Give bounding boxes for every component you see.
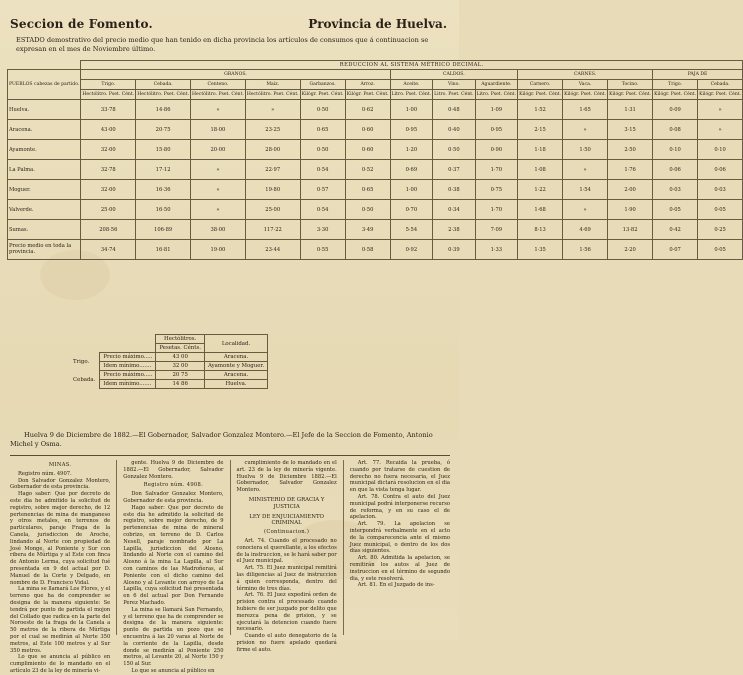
summary-header-unit: Hectólitros. bbox=[156, 335, 205, 344]
price-cell: 32·00 bbox=[81, 180, 136, 200]
subgroup-unit: Kilógr. Pset. Cént. bbox=[300, 90, 345, 100]
price-cell: 1·90 bbox=[608, 200, 653, 220]
summary-value: 20 75 bbox=[156, 371, 205, 380]
price-cell: 23·25 bbox=[245, 120, 300, 140]
price-cell: 1·00 bbox=[390, 180, 432, 200]
price-cell: 1·35 bbox=[518, 240, 563, 260]
price-cell: 0·50 bbox=[433, 140, 475, 160]
price-cell: 0·70 bbox=[390, 200, 432, 220]
paragraph: Art. 76. El Juez expedirá orden de prision contra el procesado cuando hubiere de ser juzgado por delito que merezca pena de prision, y se ejecutará la detencion cuando fuere necesario. bbox=[236, 592, 337, 633]
price-cell: 0·95 bbox=[475, 120, 517, 140]
price-cell: 0·92 bbox=[390, 240, 432, 260]
signature-paragraph: Huelva 9 de Diciembre de 1882.—El Gobernador, Salvador Gonzalez Montero.—El Jefe de la Seccion de Fomento, Antonio Michel y Osma. bbox=[10, 431, 433, 448]
price-cell: 1·56 bbox=[563, 240, 608, 260]
section-title: Seccion de Fomento. bbox=[10, 17, 153, 31]
price-cell: » bbox=[698, 120, 743, 140]
price-cell: 106·89 bbox=[136, 220, 191, 240]
table-row bbox=[8, 200, 743, 220]
subgroup-unit: Hectólitro. Pset. Cént. bbox=[245, 90, 300, 100]
price-cell: 0·08 bbox=[653, 120, 698, 140]
subgroup-name: Trigo. bbox=[653, 80, 698, 90]
price-cell: 15·80 bbox=[136, 140, 191, 160]
table-row bbox=[8, 240, 743, 260]
price-cell: 4·69 bbox=[563, 220, 608, 240]
price-cell: 0·62 bbox=[345, 100, 390, 120]
paragraph: Cuando el auto denegatorio de la prision no fuere apelado quedará firme el auto. bbox=[236, 633, 337, 653]
price-cell: » bbox=[191, 200, 246, 220]
price-cell: 0·05 bbox=[698, 240, 743, 260]
price-cell: 14·86 bbox=[136, 100, 191, 120]
province-title: Provincia de Huelva. bbox=[308, 17, 447, 31]
subgroup-unit: Kilógr. Pset. Cént. bbox=[563, 90, 608, 100]
table-row bbox=[8, 160, 743, 180]
table-subtitle: ESTADO demostrativo del precio medio que han tenido en dicha provincia los artículos de consumos que á continuacion se expresan en el mes de Noviembre último. bbox=[16, 36, 429, 53]
column-separator bbox=[230, 460, 231, 635]
price-cell: 28·00 bbox=[245, 140, 300, 160]
subgroup-unit: Hectólitro. Pset. Cént. bbox=[136, 90, 191, 100]
price-cell: 0·10 bbox=[653, 140, 698, 160]
paragraph: Art. 74. Cuando el procesado no conociera el querellante, a los efectos de la instruccion, se le hará saber por el Juez municipal. bbox=[236, 537, 337, 565]
price-cell: » bbox=[245, 100, 300, 120]
price-cell: » bbox=[563, 200, 608, 220]
summary-place: Aracena. bbox=[204, 371, 267, 380]
summary-value: 14 86 bbox=[156, 380, 205, 389]
subgroup-name: Trigo. bbox=[81, 80, 136, 90]
price-cell: 0·55 bbox=[300, 240, 345, 260]
price-cell: 25·00 bbox=[81, 200, 136, 220]
price-cell: 20·75 bbox=[136, 120, 191, 140]
subgroup-unit: Kilógr. Pset. Cént. bbox=[653, 90, 698, 100]
paragraph: Hago saber: Que por decreto de este dia he admitido la solicitud de registro, sobre mejor derecho, de 9 pertenencias de mina de mineral cobrizo, en terreno de D. Carlos Nesell, paraje nombrado por La Lapilla, jurisdiccion del Alosno, lindando al Norte con el camino del Alosno á la mina La Lapilla, al Sur con caminos de las Madroñeras, al Poniente con el dicho camino del Alosno y al Levante con arroyo de La Lapilla, cuya solicitud fué presentada en 6 del actual por Don Fernando Perez Machado. bbox=[123, 504, 224, 606]
summary-header-money: Pesetas. Cénts. bbox=[156, 344, 205, 353]
price-cell: 0·09 bbox=[653, 100, 698, 120]
price-cell: 16·50 bbox=[136, 200, 191, 220]
price-cell: 0·69 bbox=[390, 160, 432, 180]
price-cell: 17·12 bbox=[136, 160, 191, 180]
price-cell: 7·09 bbox=[475, 220, 517, 240]
section-heading: (Continuacion.) bbox=[264, 529, 310, 536]
price-cell: 13·82 bbox=[608, 220, 653, 240]
price-cell: 19·00 bbox=[191, 240, 246, 260]
price-cell: 0·54 bbox=[300, 160, 345, 180]
price-cell: 1·00 bbox=[390, 100, 432, 120]
group-header: GRANOS. bbox=[81, 70, 390, 80]
price-cell: 1·54 bbox=[563, 180, 608, 200]
price-cell: 2·50 bbox=[608, 140, 653, 160]
price-cell: 1·70 bbox=[475, 200, 517, 220]
price-cell: 1·18 bbox=[518, 140, 563, 160]
group-header: CARNES. bbox=[518, 70, 653, 80]
price-cell: 0·05 bbox=[698, 200, 743, 220]
summary-label: Precio máximo..... bbox=[100, 371, 156, 380]
subgroup-name: Tocino. bbox=[608, 80, 653, 90]
price-cell: » bbox=[698, 100, 743, 120]
paragraph: Lo que se anuncia al público en bbox=[131, 667, 215, 674]
price-cell: 3·30 bbox=[300, 220, 345, 240]
summary-value: 43 00 bbox=[156, 353, 205, 362]
price-cell: 20·00 bbox=[191, 140, 246, 160]
price-cell: 32·78 bbox=[81, 160, 136, 180]
subgroup-name: Aceite. bbox=[390, 80, 432, 90]
summary-group: Trigo. bbox=[73, 358, 90, 365]
price-cell: 1·33 bbox=[475, 240, 517, 260]
paragraph: Registro núm. 4907. bbox=[18, 470, 72, 477]
price-cell: 0·75 bbox=[475, 180, 517, 200]
summary-header-place: Localidad. bbox=[204, 335, 267, 353]
subgroup-name: Cebada. bbox=[136, 80, 191, 90]
subgroup-unit: Litro. Pset. Cént. bbox=[433, 90, 475, 100]
price-cell: 1·76 bbox=[608, 160, 653, 180]
row-town: Moguer. bbox=[8, 180, 81, 200]
row-town: La Palma. bbox=[8, 160, 81, 180]
price-cell: 0·65 bbox=[300, 120, 345, 140]
subgroup-name: Vino. bbox=[433, 80, 475, 90]
price-cell: 0·57 bbox=[300, 180, 345, 200]
pueblos-header: PUEBLOS cabezas de partido. bbox=[8, 70, 81, 100]
price-cell: 38·00 bbox=[191, 220, 246, 240]
divider-rule bbox=[10, 455, 450, 456]
price-cell: » bbox=[191, 100, 246, 120]
price-cell: 1·65 bbox=[563, 100, 608, 120]
group-header: CALDOS. bbox=[390, 70, 517, 80]
price-cell: 16·36 bbox=[136, 180, 191, 200]
paragraph: Art. 80. Admitida la apelacion, se remitirán los autos al Juez de instruccion en el término de segundo dia, y este resolverá. bbox=[349, 555, 450, 582]
subgroup-name: Garbanzos. bbox=[300, 80, 345, 90]
table-row bbox=[8, 180, 743, 200]
row-town: Huelva. bbox=[8, 100, 81, 120]
price-cell: 1·52 bbox=[518, 100, 563, 120]
paragraph: Lo que se anuncia al público en cumplimiento de lo mandado en el artículo 23 de la ley de minería vi- bbox=[10, 654, 111, 674]
price-cell: 0·39 bbox=[433, 240, 475, 260]
paragraph: Art. 81. En el Juzgado de ins- bbox=[357, 582, 435, 589]
price-cell: » bbox=[563, 120, 608, 140]
price-cell: 33·78 bbox=[81, 100, 136, 120]
subgroup-unit: Kilógr. Pset. Cént. bbox=[345, 90, 390, 100]
section-heading: LEY DE ENJUICIAMIENTO CRIMINAL bbox=[249, 513, 324, 527]
price-cell: 2·15 bbox=[518, 120, 563, 140]
price-cell: 43·00 bbox=[81, 120, 136, 140]
table-banner: REDUCCION AL SISTEMA MÉTRICO DECIMAL. bbox=[81, 61, 743, 70]
price-cell: 3·49 bbox=[345, 220, 390, 240]
text-column bbox=[236, 460, 337, 653]
price-cell: 0·65 bbox=[345, 180, 390, 200]
price-cell: 0·37 bbox=[433, 160, 475, 180]
row-town: Aracena. bbox=[8, 120, 81, 140]
subgroup-name: Centeno. bbox=[191, 80, 246, 90]
group-header: PAJA DE bbox=[653, 70, 743, 80]
subgroup-unit: Litro. Pset. Cént. bbox=[390, 90, 432, 100]
price-cell: 1·31 bbox=[608, 100, 653, 120]
column-separator bbox=[343, 460, 344, 635]
price-cell: » bbox=[191, 180, 246, 200]
price-cell: 0·25 bbox=[698, 220, 743, 240]
table-row bbox=[8, 220, 743, 240]
price-cell: 0·50 bbox=[300, 100, 345, 120]
subgroup-unit: Kilógr. Pset. Cént. bbox=[518, 90, 563, 100]
paragraph: Art. 75. El Juez municipal remitirá las diligencias al Juez de instruccion á quien corresponda, dentro del término de tres días. bbox=[236, 565, 337, 592]
text-column bbox=[350, 460, 450, 635]
price-cell: 1·22 bbox=[518, 180, 563, 200]
paragraph: gente. Huelva 9 de Diciembre de 1882.—El Gobernador, Salvador Gonzalez Montero. bbox=[123, 460, 224, 480]
subgroup-name: Vaca. bbox=[563, 80, 608, 90]
price-cell: 16·81 bbox=[136, 240, 191, 260]
summary-spacer bbox=[70, 335, 156, 344]
price-cell: 0·38 bbox=[433, 180, 475, 200]
subgroup-unit: Kilógr. Pset. Cént. bbox=[608, 90, 653, 100]
price-cell: 32·00 bbox=[81, 140, 136, 160]
subgroup-name: Maíz. bbox=[245, 80, 300, 90]
summary-place: Huelva. bbox=[204, 380, 267, 389]
price-cell: 23·44 bbox=[245, 240, 300, 260]
section-heading: MINAS. bbox=[48, 462, 72, 468]
paragraph: La mina se llamará San Fernando, y el terreno que ha de comprender se designa de la manera siguiente: punto de partida un pozo que se encuentra á las 20 varas al Norte de la corriente de la Lapilla, desde donde se medirán al Poniente 250 metros, al Levante 20, al Norte 150 y 150 al Sur. bbox=[123, 606, 224, 668]
price-cell: 5·54 bbox=[390, 220, 432, 240]
price-cell: 0·50 bbox=[300, 140, 345, 160]
table-row bbox=[8, 100, 743, 120]
row-town: Valverde. bbox=[8, 200, 81, 220]
summary-place: Ayamonte y Moguer. bbox=[204, 362, 267, 371]
subgroup-name: Aguardiente. bbox=[475, 80, 517, 90]
paragraph: Art. 77. Recaida la prueba, ó cuando por tratarse de cuestion de derecho no fuera necesaria, el Juez municipal dictará resolucion en el dia en que la vista tenga lugar. bbox=[349, 460, 450, 494]
paragraph: Don Salvador Gonzalez Montero, Gobernador de esta provincia. bbox=[10, 477, 111, 491]
paragraph: Hago saber: Que por decreto de este dia he admitido la solicitud de registro, sobre mejor derecho, de 12 pertenencias de mina de manganeso y otros metales, en terrenos de particulares, paraje Fraga de la Canela, jurisdiccion de Aroche, lindando al Norte con propiedad de José Monge, al Poniente y Sur con ribera de Múrtiga y al Este con finca de Antonio Lerma, cuya solicitud fué presentada en 9 del actual por D. Manuel de la Corte y Delgado, en nombre de D. Francisco Vidal. bbox=[10, 491, 111, 586]
paragraph: cumplimiento de lo mandado en el art. 23 de la ley de minería vigente. Huelva 9 de Diciembre 1882.—El Gobernador, Salvador Gonzalez Montero. bbox=[236, 460, 337, 494]
price-cell: 1·50 bbox=[563, 140, 608, 160]
price-cell: 117·22 bbox=[245, 220, 300, 240]
summary-block bbox=[70, 334, 268, 389]
price-cell: 2·20 bbox=[608, 240, 653, 260]
price-cell: 0·07 bbox=[653, 240, 698, 260]
column-separator bbox=[116, 460, 117, 635]
summary-label: Idem mínimo....... bbox=[100, 380, 156, 389]
price-cell: 0·40 bbox=[433, 120, 475, 140]
subgroup-unit: Hectólitro. Pset. Cént. bbox=[191, 90, 246, 100]
summary-label: Precio máximo..... bbox=[100, 353, 156, 362]
price-cell: 1·70 bbox=[475, 160, 517, 180]
subgroup-name: Cebada. bbox=[698, 80, 743, 90]
text-column bbox=[10, 460, 111, 674]
summary-label: Idem mínimo....... bbox=[100, 362, 156, 371]
section-heading: MINISTERIO DE GRACIA Y JUSTICIA bbox=[248, 496, 325, 510]
summary-spacer bbox=[70, 344, 156, 353]
price-cell: 8·13 bbox=[518, 220, 563, 240]
article-columns bbox=[10, 460, 450, 674]
price-cell: 0·48 bbox=[433, 100, 475, 120]
price-cell: 0·54 bbox=[300, 200, 345, 220]
paragraph: Art. 79. La apelacion se interpondrá verbalmente en el acto de la comparecencia ante el mismo Juez municipal, o dentro de los dos días siguientes. bbox=[349, 521, 450, 555]
price-cell: 1·08 bbox=[518, 160, 563, 180]
price-cell: » bbox=[563, 160, 608, 180]
price-cell: 25·00 bbox=[245, 200, 300, 220]
price-cell: 0·03 bbox=[653, 180, 698, 200]
price-cell: 0·50 bbox=[345, 200, 390, 220]
price-cell: 0·90 bbox=[475, 140, 517, 160]
price-cell: 0·60 bbox=[345, 140, 390, 160]
price-cell: 0·95 bbox=[390, 120, 432, 140]
price-cell: 0·05 bbox=[653, 200, 698, 220]
price-cell: 0·42 bbox=[653, 220, 698, 240]
price-cell: 0·06 bbox=[653, 160, 698, 180]
price-cell: 3·15 bbox=[608, 120, 653, 140]
summary-table bbox=[70, 334, 268, 389]
price-cell: 1·68 bbox=[518, 200, 563, 220]
text-column bbox=[123, 460, 224, 674]
price-cell: 18·00 bbox=[191, 120, 246, 140]
paragraph: La mina se llamará Los Flores, y el terreno que ha de comprender se designa de la manera siguiente: Se tendrá por punto de partida el mojon del Collado que radica en la parte del Noroeste de la fraga de la Canela a 50 metros de la ribera de Múrtiga por el cual se medirán al Norte 350 metros, al Este 100 metros y al Sur 350 metros. bbox=[10, 586, 111, 654]
price-cell: 2·38 bbox=[433, 220, 475, 240]
summary-group: Cebada. bbox=[73, 376, 96, 383]
subgroup-name: Carnero. bbox=[518, 80, 563, 90]
summary-value: 32 00 bbox=[156, 362, 205, 371]
price-cell: 0·06 bbox=[698, 160, 743, 180]
price-cell: » bbox=[191, 160, 246, 180]
subgroup-unit: Hectólitro. Pset. Cént. bbox=[81, 90, 136, 100]
table-row bbox=[8, 120, 743, 140]
price-cell: 0·03 bbox=[698, 180, 743, 200]
price-cell: 0·10 bbox=[698, 140, 743, 160]
price-table bbox=[7, 60, 743, 260]
subgroup-unit: Litro. Pset. Cént. bbox=[475, 90, 517, 100]
price-cell: 0·60 bbox=[345, 120, 390, 140]
price-cell: 1·20 bbox=[390, 140, 432, 160]
paragraph: Art. 78. Contra el auto del Juez municipal podrá interponerse recurso de reforma, y en su caso el de apelacion. bbox=[349, 493, 450, 521]
subgroup-name: Arroz. bbox=[345, 80, 390, 90]
row-town: Sumas. bbox=[8, 220, 81, 240]
price-cell: 2·00 bbox=[608, 180, 653, 200]
summary-place: Aracena. bbox=[204, 353, 267, 362]
price-cell: 34·74 bbox=[81, 240, 136, 260]
banner-spacer bbox=[8, 61, 81, 70]
price-cell: 0·34 bbox=[433, 200, 475, 220]
price-cell: 208·56 bbox=[81, 220, 136, 240]
section-heading: Registro núm. 4908. bbox=[143, 482, 204, 489]
price-cell: 1·09 bbox=[475, 100, 517, 120]
price-cell: 19·80 bbox=[245, 180, 300, 200]
price-cell: 0·58 bbox=[345, 240, 390, 260]
table-row bbox=[8, 140, 743, 160]
price-cell: 22·97 bbox=[245, 160, 300, 180]
row-town: Precio medio en toda la provincia. bbox=[8, 240, 81, 260]
paragraph: Don Salvador Gonzalez Montero, Gobernador de esta provincia. bbox=[123, 491, 224, 504]
subgroup-unit: Kilógr. Pset. Cént. bbox=[698, 90, 743, 100]
row-town: Ayamonte. bbox=[8, 140, 81, 160]
price-cell: 0·52 bbox=[345, 160, 390, 180]
